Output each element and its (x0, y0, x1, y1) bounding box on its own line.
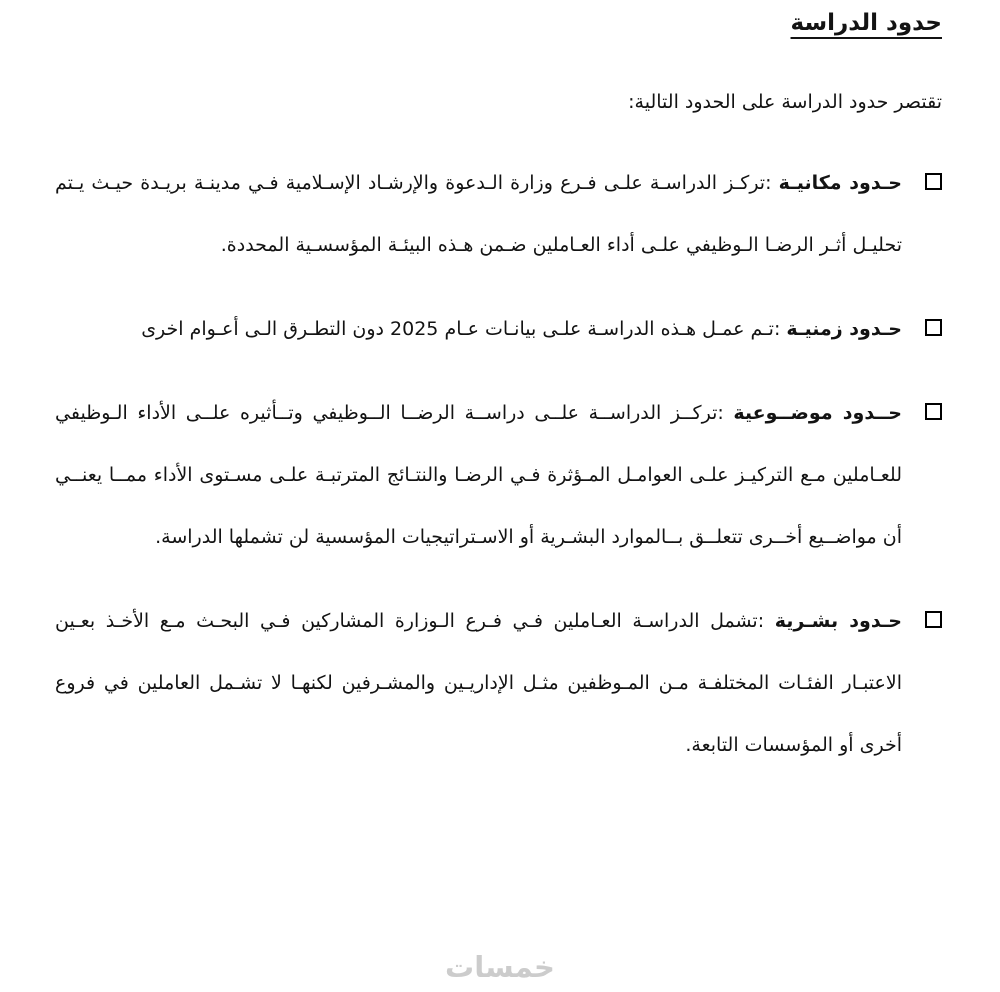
item-paragraph (55, 382, 902, 568)
list-item (55, 590, 942, 776)
list-item (55, 152, 942, 276)
item-body: :تـم عمـل هـذه الدراسـة علـى بيانـات عـام 2025 دون التطـرق الـى أعـوام اخرى (141, 318, 781, 340)
item-paragraph (55, 298, 902, 360)
bullet-column (902, 382, 942, 420)
page-title: حدود الدراسة (790, 10, 942, 36)
bullet-column (902, 590, 942, 628)
bullet-column (902, 152, 942, 190)
item-paragraph (55, 590, 902, 776)
watermark: خمسات (445, 950, 555, 984)
item-body: :تركـز الدراسـة علـى فـرع وزارة الـدعوة والإرشـاد الإسـلامية فـي مدينـة بريـدة حيـث يـتم تحليـل أثـر الرضـا الـوظيفي علـى أداء العـاملين ضـمن هـذه البيئـة المؤسسـية المحددة. (55, 172, 902, 256)
checkbox-bullet-icon (925, 403, 942, 420)
checkbox-bullet-icon (925, 173, 942, 190)
list-item (55, 382, 942, 568)
limits-list (55, 152, 942, 776)
item-body: :تشمل الدراسـة العـاملين فـي فـرع الـوزارة المشاركين فـي البحـث مـع الأخـذ بعـين الاعتبـار الفئـات المختلفـة مـن المـوظفين مثـل الإداريـين والمشـرفين لكنهـا لا تشـمل العاملين في فروع أخرى أو المؤسسات التابعة. (55, 610, 902, 756)
item-heading: حـدود بشـرية (774, 610, 902, 632)
item-heading: حـدود مكانيـة (778, 172, 902, 194)
checkbox-bullet-icon (925, 611, 942, 628)
item-body: :تركــز الدراســة علــى دراســة الرضــا الــوظيفي وتــأثيره علــى الأداء الـوظيفي للعـاملين مـع التركيـز علـى العوامـل المـؤثرة فـي الرضـا والنتـائج المترتبـة علـى مسـتوى الأداء ممــا يعنــي أن مواضــيع أخــرى تتعلــق بــالموارد البشـرية أو الاسـتراتيجيات المؤسسية لن تشملها الدراسة. (55, 402, 902, 548)
bullet-column (902, 298, 942, 336)
item-heading: حــدود موضــوعية (733, 402, 902, 424)
item-paragraph (55, 152, 902, 276)
list-item (55, 298, 942, 360)
checkbox-bullet-icon (925, 319, 942, 336)
item-heading: حـدود زمنيـة (786, 318, 902, 340)
intro-text: تقتصر حدود الدراسة على الحدود التالية: (628, 91, 942, 113)
